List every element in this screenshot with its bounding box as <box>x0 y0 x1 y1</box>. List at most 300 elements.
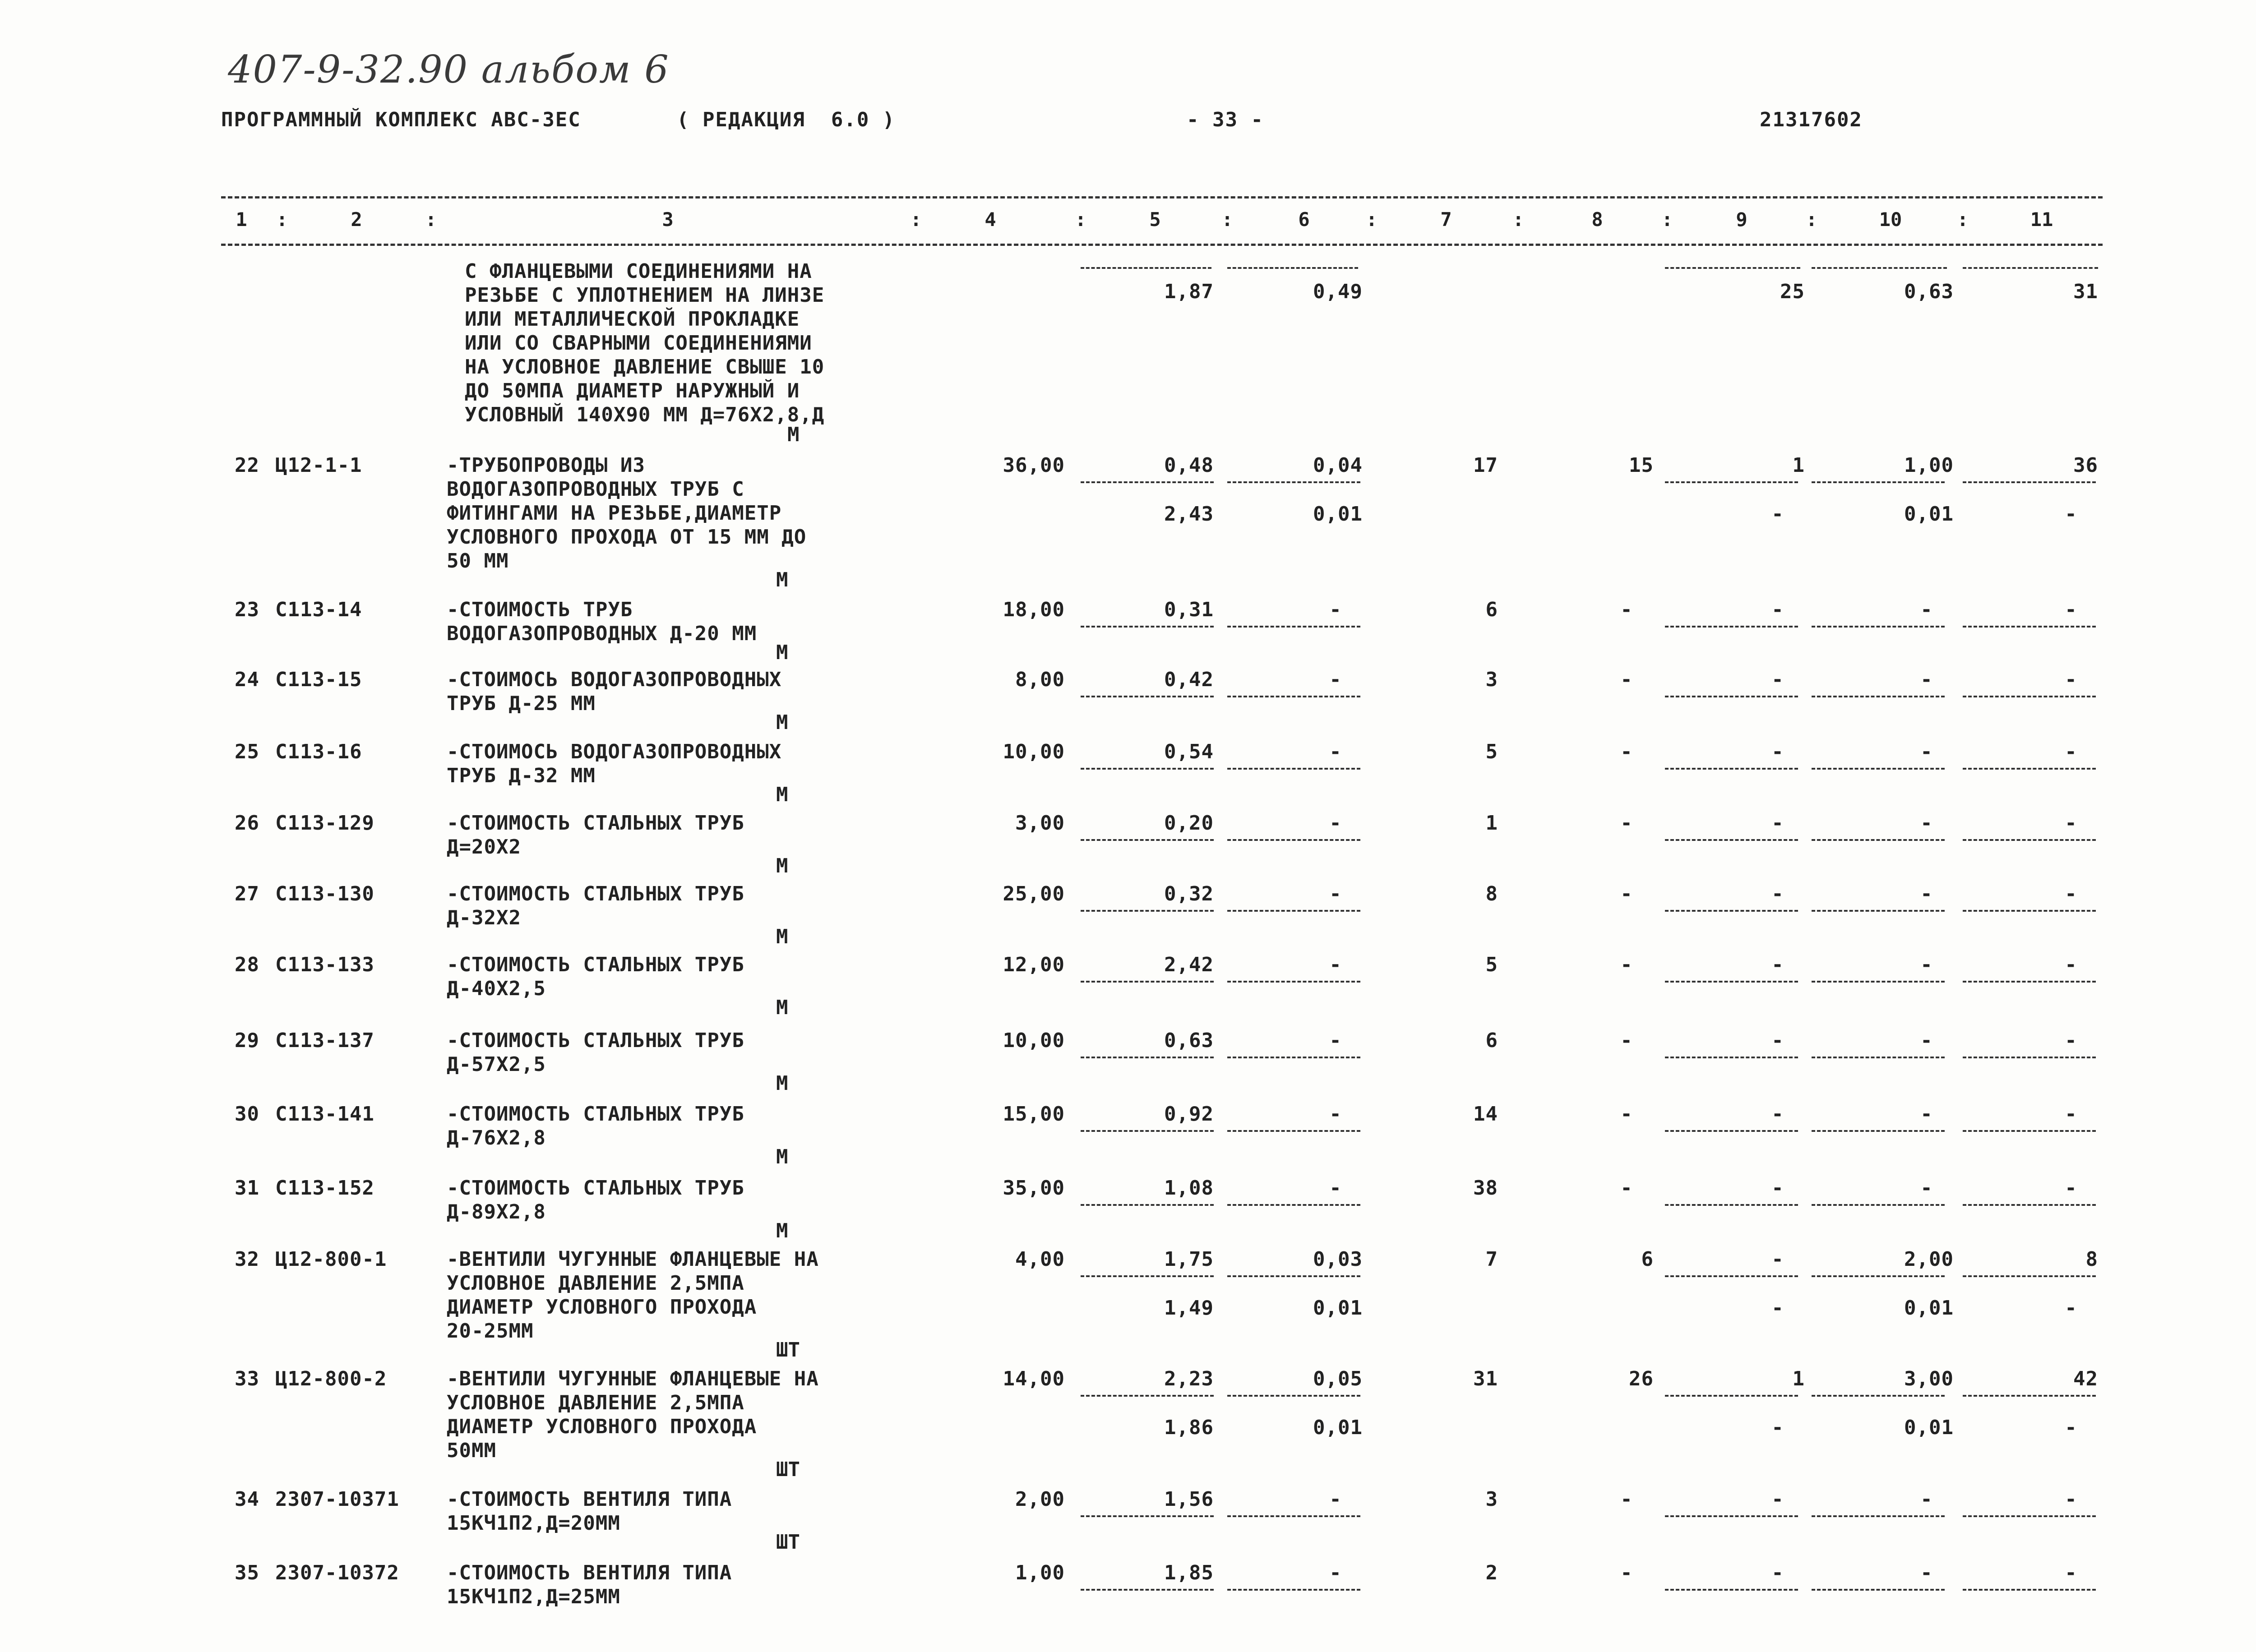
cell-c4: 14,00 <box>1003 1367 1065 1390</box>
row-number: 22 <box>235 454 259 477</box>
item-description-line: -СТОИМОСТЬ ТРУБ <box>447 598 633 621</box>
cell-c9-second: - <box>1771 1416 1784 1439</box>
item-description-line: 50ММ <box>447 1439 496 1462</box>
item-description-line: 15КЧ1П2,Д=20ММ <box>447 1512 620 1535</box>
cell-c7: 2 <box>1485 1561 1498 1584</box>
cell-c5: 1,75 <box>1164 1248 1214 1271</box>
cell-c4: 8,00 <box>1015 668 1065 691</box>
dashed-underline <box>1812 839 1945 841</box>
cell-c10: - <box>1920 1103 1933 1126</box>
item-code: С113-152 <box>275 1177 374 1200</box>
dashed-underline <box>1812 481 1945 483</box>
cell-c5: 0,54 <box>1164 740 1214 763</box>
dashed-underline <box>1963 1057 2096 1058</box>
dashed-underline <box>1963 267 2098 269</box>
cell-c9: - <box>1771 1103 1784 1126</box>
cell-c9: - <box>1771 953 1784 976</box>
dashed-underline <box>1227 1395 1360 1397</box>
cell-c5: 1,08 <box>1164 1177 1214 1200</box>
item-code: С113-137 <box>275 1029 374 1052</box>
dashed-underline <box>1227 1204 1360 1206</box>
cell-c11: - <box>2065 812 2077 835</box>
dashed-underline <box>1812 626 1945 628</box>
cell-c6: 0,04 <box>1313 454 1363 477</box>
cell-c5: 0,48 <box>1164 454 1214 477</box>
cell-c11: - <box>2065 740 2077 763</box>
top-rule <box>221 196 2103 198</box>
item-description-line: -СТОИМОСТЬ СТАЛЬНЫХ ТРУБ <box>447 812 744 835</box>
dashed-underline <box>1081 1130 1214 1132</box>
cell-c4: 10,00 <box>1003 740 1065 763</box>
cell-c8: - <box>1620 1103 1633 1126</box>
cell-c5: 0,31 <box>1164 598 1214 621</box>
cell-c7: 38 <box>1473 1177 1498 1200</box>
cell-c6-second: 0,01 <box>1313 1297 1363 1320</box>
item-description-line: ДИАМЕТР УСЛОВНОГО ПРОХОДА <box>447 1415 757 1438</box>
item-description-line: -СТОИМОСТЬ ВЕНТИЛЯ ТИПА <box>447 1561 732 1584</box>
cell-c9: - <box>1771 1029 1784 1052</box>
item-description-line: 15КЧ1П2,Д=25ММ <box>447 1585 620 1608</box>
dashed-underline <box>1812 1275 1945 1277</box>
dashed-underline <box>1665 1515 1798 1517</box>
item-description-line: ТРУБ Д-25 ММ <box>447 692 596 715</box>
dashed-underline <box>1963 481 2096 483</box>
cell-c4: 36,00 <box>1003 454 1065 477</box>
column-number-7: 7 <box>1440 208 1452 231</box>
cell-c11: 8 <box>2085 1248 2098 1271</box>
cell-c6: - <box>1329 1561 1342 1584</box>
column-separator: : <box>1957 208 1969 231</box>
row-number: 31 <box>235 1177 259 1200</box>
cell-c7: 31 <box>1473 1367 1498 1390</box>
cell-c10: 1,00 <box>1904 454 1954 477</box>
dashed-underline <box>1963 839 2096 841</box>
item-code: 2307-10371 <box>275 1488 399 1511</box>
item-description-line: ФИТИНГАМИ НА РЕЗЬБЕ,ДИАМЕТР <box>447 502 782 525</box>
cell-c10-second: 0,01 <box>1904 503 1954 526</box>
dashed-underline <box>1665 1275 1798 1277</box>
cell-c6: - <box>1329 1029 1342 1052</box>
dashed-underline <box>1081 1515 1214 1517</box>
row-number: 34 <box>235 1488 259 1511</box>
dashed-underline <box>1227 981 1360 983</box>
cell-c8: - <box>1620 1029 1633 1052</box>
cell-c9: - <box>1771 598 1784 621</box>
header-page-number: - 33 - <box>1187 108 1264 131</box>
cell-c5: 1,56 <box>1164 1488 1214 1511</box>
cell-c6: - <box>1329 1177 1342 1200</box>
item-description-line: -СТОИМОСТЬ ВЕНТИЛЯ ТИПА <box>447 1488 732 1511</box>
cell-c11: - <box>2065 1177 2077 1200</box>
column-separator: : <box>1221 208 1233 231</box>
dashed-underline <box>1665 626 1798 628</box>
cell-c8: 15 <box>1629 454 1654 477</box>
cell-c4: 18,00 <box>1003 598 1065 621</box>
cell-c8: - <box>1620 953 1633 976</box>
dashed-underline <box>1963 1589 2096 1591</box>
item-description-line: -СТОИМОСТЬ СТАЛЬНЫХ ТРУБ <box>447 1103 744 1126</box>
item-description-line: -СТОИМОСЬ ВОДОГАЗОПРОВОДНЫХ <box>447 668 782 691</box>
cell-c11: - <box>2065 953 2077 976</box>
cell-c9: - <box>1771 1488 1784 1511</box>
dashed-underline <box>1081 910 1214 912</box>
row-number: 23 <box>235 598 259 621</box>
dashed-underline <box>1665 768 1798 770</box>
cell-c7: 5 <box>1485 740 1498 763</box>
cell-c7: 8 <box>1485 882 1498 905</box>
cell-c10: - <box>1920 1029 1933 1052</box>
cell-c10: - <box>1920 598 1933 621</box>
cell-c9: 1 <box>1792 1367 1805 1390</box>
cell-c6: - <box>1329 740 1342 763</box>
row-number: 29 <box>235 1029 259 1052</box>
item-code: С113-15 <box>275 668 362 691</box>
cell-c9: - <box>1771 740 1784 763</box>
dashed-underline <box>1812 696 1945 697</box>
column-number-1: 1 <box>236 208 247 231</box>
item-description-line: УСЛОВНОЕ ДАВЛЕНИЕ 2,5МПА <box>447 1272 744 1295</box>
cell-c6: - <box>1329 882 1342 905</box>
cell-c11-second: - <box>2065 1416 2077 1439</box>
cell-c10: - <box>1920 1561 1933 1584</box>
item-description-line: -СТОИМОСТЬ СТАЛЬНЫХ ТРУБ <box>447 1177 744 1200</box>
cell-c7: 5 <box>1485 953 1498 976</box>
header-bottom-rule <box>221 244 2103 246</box>
cell-c4: 25,00 <box>1003 882 1065 905</box>
dashed-underline <box>1812 1515 1945 1517</box>
dashed-underline <box>1081 839 1214 841</box>
cell-c8: - <box>1620 1561 1633 1584</box>
dashed-underline <box>1665 981 1798 983</box>
cell-c7: 17 <box>1473 454 1498 477</box>
dashed-underline <box>1665 1057 1798 1058</box>
column-separator: : <box>276 208 288 231</box>
cell-c8: - <box>1620 598 1633 621</box>
cell-c4: 12,00 <box>1003 953 1065 976</box>
dashed-underline <box>1963 696 2096 697</box>
cell-c11: 31 <box>2073 280 2098 303</box>
column-separator: : <box>910 208 922 231</box>
cell-c11: - <box>2065 1488 2077 1511</box>
header-code: 21317602 <box>1760 108 1863 131</box>
column-number-10: 10 <box>1879 208 1902 231</box>
item-description-line: УСЛОВНОГО ПРОХОДА ОТ 15 ММ ДО <box>447 526 807 549</box>
cell-c10: - <box>1920 740 1933 763</box>
dashed-underline <box>1665 910 1798 912</box>
dashed-underline <box>1812 768 1945 770</box>
cell-c10-second: 0,01 <box>1904 1297 1954 1320</box>
item-code: С113-141 <box>275 1103 374 1126</box>
unit-label: М <box>776 1145 788 1168</box>
row-number: 32 <box>235 1248 259 1271</box>
column-separator: : <box>1512 208 1524 231</box>
dashed-underline <box>1665 839 1798 841</box>
item-description-line: Д-40Х2,5 <box>447 977 546 1000</box>
item-description-line: Д-76Х2,8 <box>447 1126 546 1149</box>
column-number-5: 5 <box>1149 208 1161 231</box>
item-code: Ц12-800-2 <box>275 1367 387 1390</box>
item-description-line: -СТОИМОСТЬ СТАЛЬНЫХ ТРУБ <box>447 882 744 905</box>
item-description-line: ИЛИ МЕТАЛЛИЧЕСКОЙ ПРОКЛАДКЕ <box>465 308 800 331</box>
item-description-line: Д-57Х2,5 <box>447 1053 546 1076</box>
cell-c7: 6 <box>1485 598 1498 621</box>
header-program: ПРОГРАММНЫЙ КОМПЛЕКС АВС-3ЕС <box>221 108 581 131</box>
dashed-underline <box>1812 1204 1945 1206</box>
cell-c9: 1 <box>1792 454 1805 477</box>
cell-c11: - <box>2065 1029 2077 1052</box>
cell-c7: 14 <box>1473 1103 1498 1126</box>
cell-c10: - <box>1920 1488 1933 1511</box>
cell-c4: 35,00 <box>1003 1177 1065 1200</box>
cell-c8: - <box>1620 668 1633 691</box>
unit-label: М <box>776 996 788 1019</box>
cell-c9: - <box>1771 882 1784 905</box>
column-number-8: 8 <box>1591 208 1603 231</box>
cell-c6-second: 0,01 <box>1313 1416 1363 1439</box>
cell-c10: - <box>1920 953 1933 976</box>
item-description-line: -ВЕНТИЛИ ЧУГУННЫЕ ФЛАНЦЕВЫЕ НА <box>447 1248 819 1271</box>
unit-label: М <box>776 1219 788 1242</box>
row-number: 35 <box>235 1561 259 1584</box>
cell-c11: - <box>2065 1561 2077 1584</box>
item-description-line: 20-25ММ <box>447 1320 534 1343</box>
dashed-underline <box>1227 839 1360 841</box>
row-number: 24 <box>235 668 259 691</box>
item-description-line: УСЛОВНОЕ ДАВЛЕНИЕ 2,5МПА <box>447 1391 744 1414</box>
cell-c6: - <box>1329 668 1342 691</box>
dashed-underline <box>1812 910 1945 912</box>
row-number: 33 <box>235 1367 259 1390</box>
item-description-line: ДО 50МПА ДИАМЕТР НАРУЖНЫЙ И <box>465 379 800 402</box>
cell-c7: 3 <box>1485 1488 1498 1511</box>
row-number: 27 <box>235 882 259 905</box>
dashed-underline <box>1665 481 1798 483</box>
column-number-4: 4 <box>985 208 996 231</box>
cell-c6-second: 0,01 <box>1313 503 1363 526</box>
column-separator: : <box>1806 208 1817 231</box>
cell-c7: 3 <box>1485 668 1498 691</box>
cell-c11: 36 <box>2073 454 2098 477</box>
dashed-underline <box>1963 981 2096 983</box>
item-description-line: -СТОИМОСТЬ СТАЛЬНЫХ ТРУБ <box>447 953 744 976</box>
dashed-underline <box>1963 1395 2096 1397</box>
dashed-underline <box>1665 267 1800 269</box>
dashed-underline <box>1963 1275 2096 1277</box>
column-number-11: 11 <box>2030 208 2053 231</box>
cell-c6: - <box>1329 812 1342 835</box>
cell-c7: 1 <box>1485 812 1498 835</box>
cell-c8: 26 <box>1629 1367 1654 1390</box>
item-description-line: -ВЕНТИЛИ ЧУГУННЫЕ ФЛАНЦЕВЫЕ НА <box>447 1367 819 1390</box>
cell-c10-second: 0,01 <box>1904 1416 1954 1439</box>
unit-label: М <box>776 568 788 591</box>
cell-c11: - <box>2065 1103 2077 1126</box>
dashed-underline <box>1812 1589 1945 1591</box>
cell-c5: 0,63 <box>1164 1029 1214 1052</box>
dashed-underline <box>1227 1589 1360 1591</box>
dashed-underline <box>1081 1275 1214 1277</box>
cell-c10: 0,63 <box>1904 280 1954 303</box>
item-description-line: НА УСЛОВНОЕ ДАВЛЕНИЕ СВЫШЕ 10 <box>465 355 825 378</box>
item-description-line: -СТОИМОСТЬ СТАЛЬНЫХ ТРУБ <box>447 1029 744 1052</box>
item-description-line: Д-89Х2,8 <box>447 1200 546 1223</box>
cell-c8: - <box>1620 740 1633 763</box>
dashed-underline <box>1227 1057 1360 1058</box>
dashed-underline <box>1227 910 1360 912</box>
column-number-3: 3 <box>662 208 674 231</box>
dashed-underline <box>1665 1204 1798 1206</box>
item-code: С113-14 <box>275 598 362 621</box>
dashed-underline <box>1963 1515 2096 1517</box>
cell-c8: - <box>1620 1177 1633 1200</box>
dashed-underline <box>1812 1057 1945 1058</box>
item-description-line: ВОДОГАЗОПРОВОДНЫХ Д-20 ММ <box>447 622 757 645</box>
unit-label: ШТ <box>776 1338 800 1361</box>
cell-c4: 3,00 <box>1015 812 1065 835</box>
cell-c8: - <box>1620 1488 1633 1511</box>
cell-c8: - <box>1620 882 1633 905</box>
dashed-underline <box>1227 696 1360 697</box>
dashed-underline <box>1812 267 1947 269</box>
cell-c11-second: - <box>2065 503 2077 526</box>
cell-c11: 42 <box>2073 1367 2098 1390</box>
cell-c9: 25 <box>1780 280 1805 303</box>
dashed-underline <box>1812 1395 1945 1397</box>
item-code: 2307-10372 <box>275 1561 399 1584</box>
dashed-underline <box>1963 626 2096 628</box>
column-separator: : <box>1366 208 1378 231</box>
dashed-underline <box>1665 1395 1798 1397</box>
cell-c8: - <box>1620 812 1633 835</box>
dashed-underline <box>1963 1130 2096 1132</box>
dashed-underline <box>1227 768 1360 770</box>
dashed-underline <box>1665 1589 1798 1591</box>
row-number: 26 <box>235 812 259 835</box>
row-number: 30 <box>235 1103 259 1126</box>
item-description-line: -ТРУБОПРОВОДЫ ИЗ <box>447 454 645 477</box>
cell-c9: - <box>1771 1561 1784 1584</box>
cell-c5: 0,20 <box>1164 812 1214 835</box>
item-description-line: РЕЗЬБЕ С УПЛОТНЕНИЕМ НА ЛИНЗЕ <box>465 284 825 307</box>
dashed-underline <box>1081 1204 1214 1206</box>
column-number-6: 6 <box>1298 208 1310 231</box>
cell-c6: - <box>1329 1488 1342 1511</box>
cell-c10: 2,00 <box>1904 1248 1954 1271</box>
item-description-line: ВОДОГАЗОПРОВОДНЫХ ТРУБ С <box>447 478 744 501</box>
cell-c5: 0,92 <box>1164 1103 1214 1126</box>
cell-c6: 0,49 <box>1313 280 1363 303</box>
item-description-line: ИЛИ СО СВАРНЫМИ СОЕДИНЕНИЯМИ <box>465 332 812 355</box>
dashed-underline <box>1227 1275 1360 1277</box>
cell-c5: 0,32 <box>1164 882 1214 905</box>
dashed-underline <box>1081 1057 1214 1058</box>
cell-c9-second: - <box>1771 1297 1784 1320</box>
unit-label: М <box>776 641 788 664</box>
dashed-underline <box>1081 481 1214 483</box>
unit-label: М <box>776 1072 788 1095</box>
dashed-underline <box>1227 481 1360 483</box>
cell-c11: - <box>2065 598 2077 621</box>
cell-c6: - <box>1329 953 1342 976</box>
dashed-underline <box>1081 1589 1214 1591</box>
item-description-line: УСЛОВНЫЙ 140Х90 ММ Д=76Х2,8,Д <box>465 403 825 426</box>
item-code: Ц12-800-1 <box>275 1248 387 1271</box>
header-edition: ( РЕДАКЦИЯ 6.0 ) <box>677 108 896 131</box>
dashed-underline <box>1227 1515 1360 1517</box>
item-description-line: С ФЛАНЦЕВЫМИ СОЕДИНЕНИЯМИ НА <box>465 260 812 283</box>
cell-c11-second: - <box>2065 1297 2077 1320</box>
dashed-underline <box>1963 910 2096 912</box>
unit-label: М <box>787 423 800 446</box>
dashed-underline <box>1081 626 1214 628</box>
cell-c4: 15,00 <box>1003 1103 1065 1126</box>
unit-label: ШТ <box>776 1531 800 1554</box>
dashed-underline <box>1812 1130 1945 1132</box>
dashed-underline <box>1812 981 1945 983</box>
cell-c4: 10,00 <box>1003 1029 1065 1052</box>
column-separator: : <box>425 208 437 231</box>
cell-c10: 3,00 <box>1904 1367 1954 1390</box>
dashed-underline <box>1665 1130 1798 1132</box>
cell-c9: - <box>1771 1248 1784 1271</box>
row-number: 25 <box>235 740 259 763</box>
cell-c8: 6 <box>1641 1248 1654 1271</box>
cell-c6: - <box>1329 1103 1342 1126</box>
column-separator: : <box>1075 208 1086 231</box>
dashed-underline <box>1081 267 1211 269</box>
cell-c9: - <box>1771 668 1784 691</box>
cell-c5: 0,42 <box>1164 668 1214 691</box>
unit-label: М <box>776 783 788 806</box>
column-number-2: 2 <box>351 208 362 231</box>
cell-c6: 0,05 <box>1313 1367 1363 1390</box>
dashed-underline <box>1081 1395 1214 1397</box>
dashed-underline <box>1081 981 1214 983</box>
column-number-9: 9 <box>1736 208 1747 231</box>
cell-c10: - <box>1920 882 1933 905</box>
cell-c11: - <box>2065 668 2077 691</box>
cell-c5: 2,23 <box>1164 1367 1214 1390</box>
cell-c5-second: 2,43 <box>1164 503 1214 526</box>
cell-c5: 1,87 <box>1164 280 1214 303</box>
item-description-line: -СТОИМОСЬ ВОДОГАЗОПРОВОДНЫХ <box>447 740 782 763</box>
column-separator: : <box>1661 208 1673 231</box>
unit-label: ШТ <box>776 1458 800 1481</box>
handwritten-note: 407-9-32.90 альбом 6 <box>228 47 670 92</box>
cell-c6: - <box>1329 598 1342 621</box>
cell-c4: 2,00 <box>1015 1488 1065 1511</box>
item-description-line: ТРУБ Д-32 ММ <box>447 764 596 787</box>
cell-c9: - <box>1771 1177 1784 1200</box>
dashed-underline <box>1227 1130 1360 1132</box>
item-code: Ц12-1-1 <box>275 454 362 477</box>
item-description-line: Д=20Х2 <box>447 835 521 858</box>
unit-label: М <box>776 925 788 948</box>
dashed-underline <box>1227 626 1360 628</box>
cell-c9-second: - <box>1771 503 1784 526</box>
cell-c5: 1,85 <box>1164 1561 1214 1584</box>
cell-c10: - <box>1920 812 1933 835</box>
cell-c7: 6 <box>1485 1029 1498 1052</box>
item-code: С113-130 <box>275 882 374 905</box>
cell-c11: - <box>2065 882 2077 905</box>
cell-c10: - <box>1920 1177 1933 1200</box>
cell-c5-second: 1,49 <box>1164 1297 1214 1320</box>
item-description-line: ДИАМЕТР УСЛОВНОГО ПРОХОДА <box>447 1296 757 1319</box>
cell-c5: 2,42 <box>1164 953 1214 976</box>
cell-c6: 0,03 <box>1313 1248 1363 1271</box>
item-code: С113-133 <box>275 953 374 976</box>
